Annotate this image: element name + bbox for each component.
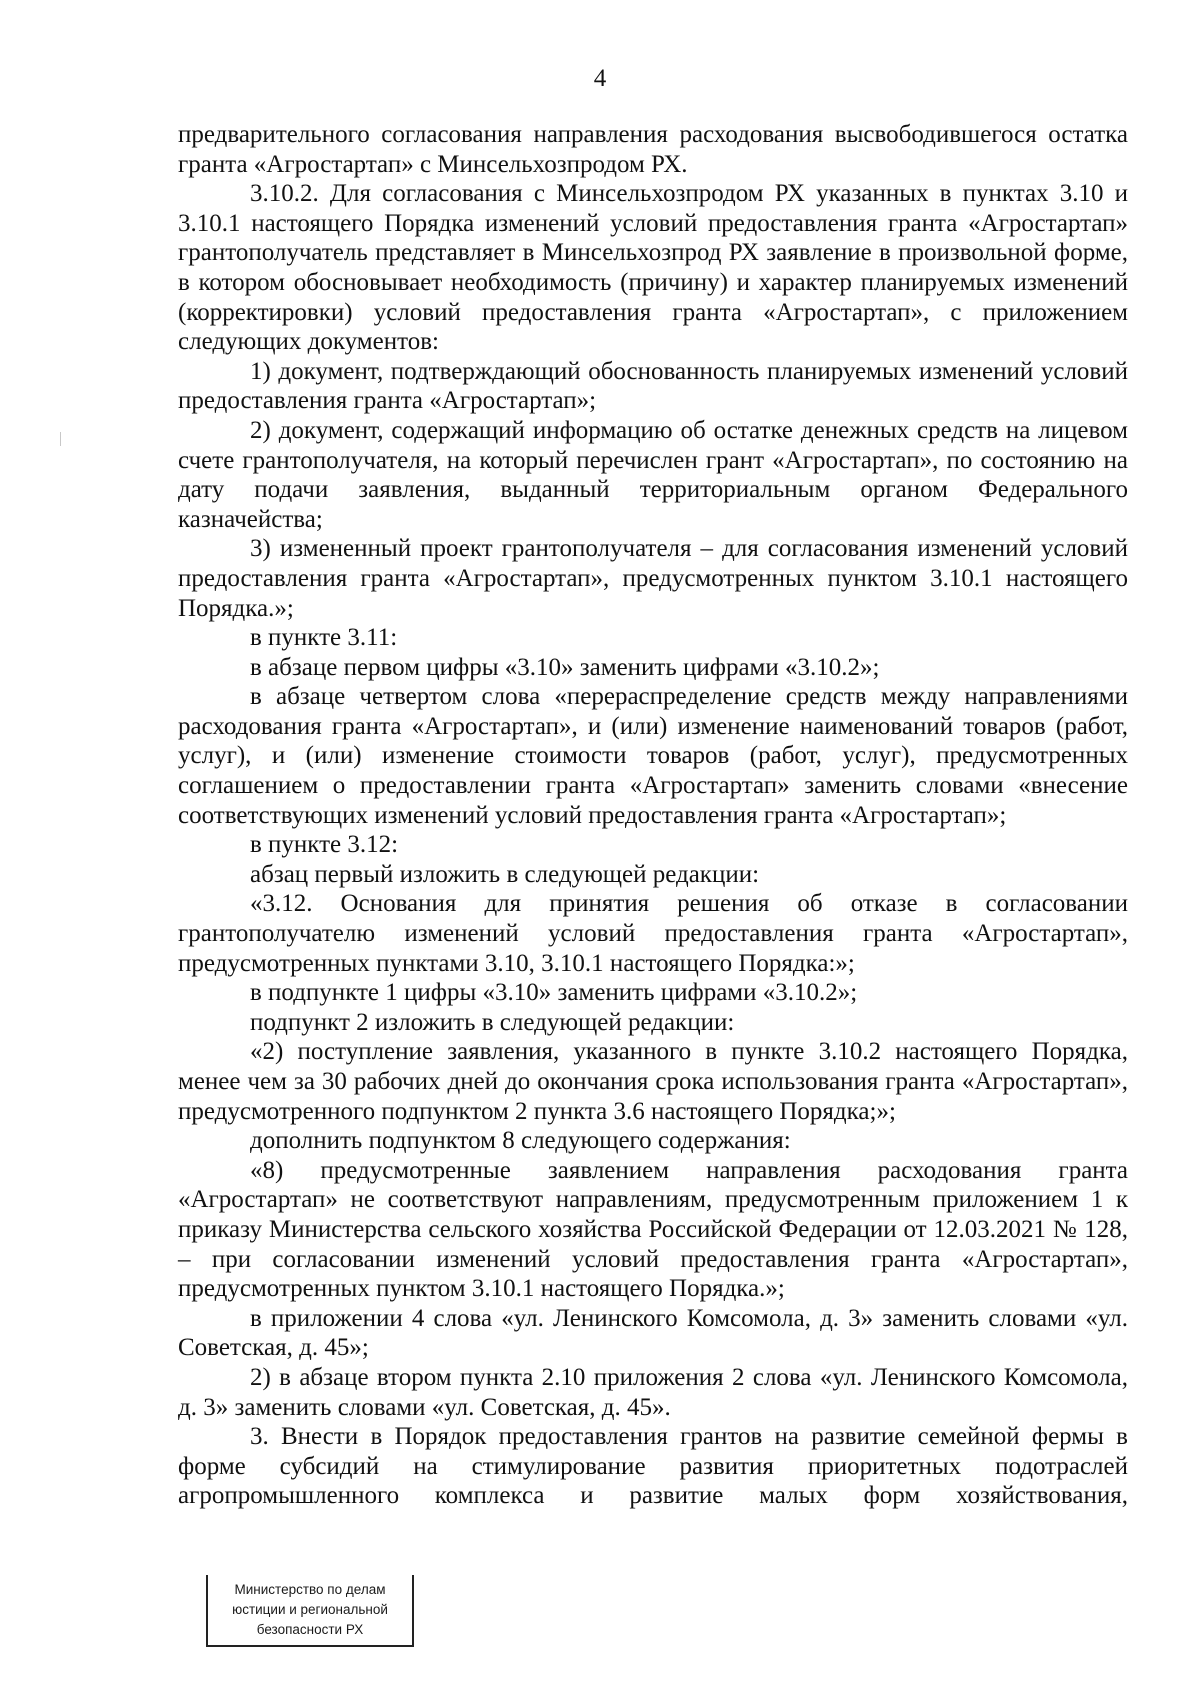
ministry-stamp: [206, 1575, 414, 1647]
stamp-line: Министерство по делам: [234, 1582, 386, 1597]
paragraph: «8) предусмотренные заявлением направления расходования гранта «Агростартап» не соответствуют направлениям, предусмотренным приложением 1 к приказу Министерства сельского хозяйства Российской Федерации от 12.03.2021 № 128, – при согласовании изменений условий предоставления гранта «Агростартап», предусмотренных пунктом 3.10.1 настоящего Порядка.»;: [178, 1156, 1128, 1303]
stamp-line: безопасности РХ: [256, 1622, 364, 1637]
paragraph: в пункте 3.12:: [250, 831, 399, 859]
paragraph: в абзаце первом цифры «3.10» заменить цифрами «3.10.2»;: [250, 653, 880, 681]
paragraph: «3.12. Основания для принятия решения об отказе в согласовании грантополучателю изменений условий предоставления гранта «Агростартап», предусмотренных пунктами 3.10, 3.10.1 настоящего Порядка:»;: [178, 890, 1128, 977]
page-number: 4: [593, 65, 607, 92]
paragraph: абзац первый изложить в следующей редакции:: [250, 860, 760, 888]
paragraph: 3. Внести в Порядок предоставления грантов на развитие семейной фермы в форме субсидий на стимулирование развития приоритетных подотраслей агропромышленного комплекса и развитие малых форм хозяйствования,: [178, 1423, 1128, 1510]
paragraph: дополнить подпунктом 8 следующего содержания:: [250, 1127, 791, 1155]
paragraph: в приложении 4 слова «ул. Ленинского Комсомола, д. 3» заменить словами «ул. Советская, д. 45»;: [178, 1304, 1128, 1362]
paragraph: в абзаце четвертом слова «перераспределение средств между направлениями расходования гранта «Агростартап», и (или) изменение наименований товаров (работ, услуг), и (или) изменение стоимости товаров (работ, услуг), предусмотренных соглашением о предоставлении гранта «Агростартап» заменить словами «внесение соответствующих изменений условий предоставления гранта «Агростартап»;: [178, 683, 1128, 829]
paragraph: «2) поступление заявления, указанного в пункте 3.10.2 настоящего Порядка, менее чем за 30 рабочих дней до окончания срока использования гранта «Агростартап», предусмотренного подпунктом 2 пункта 3.6 настоящего Порядка;»;: [178, 1038, 1128, 1125]
paragraph: 2) в абзаце втором пункта 2.10 приложения 2 слова «ул. Ленинского Комсомола, д. 3» заменить словами «ул. Советская, д. 45».: [178, 1363, 1128, 1421]
paragraph: 1) документ, подтверждающий обоснованность планируемых изменений условий предоставления гранта «Агростартап»;: [178, 357, 1128, 415]
paragraph: предварительного согласования направления расходования высвободившегося остатка гранта «Агростартап» с Минсельхозпродом РХ.: [178, 121, 1128, 178]
paragraph: 3) измененный проект грантополучателя – для согласования изменений условий предоставления гранта «Агростартап», предусмотренных пунктом 3.10.1 настоящего Порядка.»;: [178, 535, 1128, 622]
document-body: [178, 120, 1128, 1511]
paragraph: в пункте 3.11:: [250, 624, 398, 652]
paragraph: 3.10.2. Для согласования с Минсельхозпродом РХ указанных в пунктах 3.10 и 3.10.1 настоящего Порядка изменений условий предоставления гранта «Агростартап» грантополучатель представляет в Минсельхозпрод РХ заявление в произвольной форме, в котором обосновывает необходимость (причину) и характер планируемых изменений (корректировки) условий предоставления гранта «Агростартап», с приложением следующих документов:: [178, 180, 1128, 356]
paragraph: 2) документ, содержащий информацию об остатке денежных средств на лицевом счете грантополучателя, на который перечислен грант «Агростартап», по состоянию на дату подачи заявления, выданный территориальным органом Федерального казначейства;: [178, 416, 1128, 533]
margin-scan-mark: [60, 432, 61, 446]
paragraph: подпункт 2 изложить в следующей редакции:: [250, 1008, 735, 1036]
stamp-line: юстиции и региональной: [232, 1602, 388, 1617]
paragraph: в подпункте 1 цифры «3.10» заменить цифрами «3.10.2»;: [250, 979, 858, 1007]
